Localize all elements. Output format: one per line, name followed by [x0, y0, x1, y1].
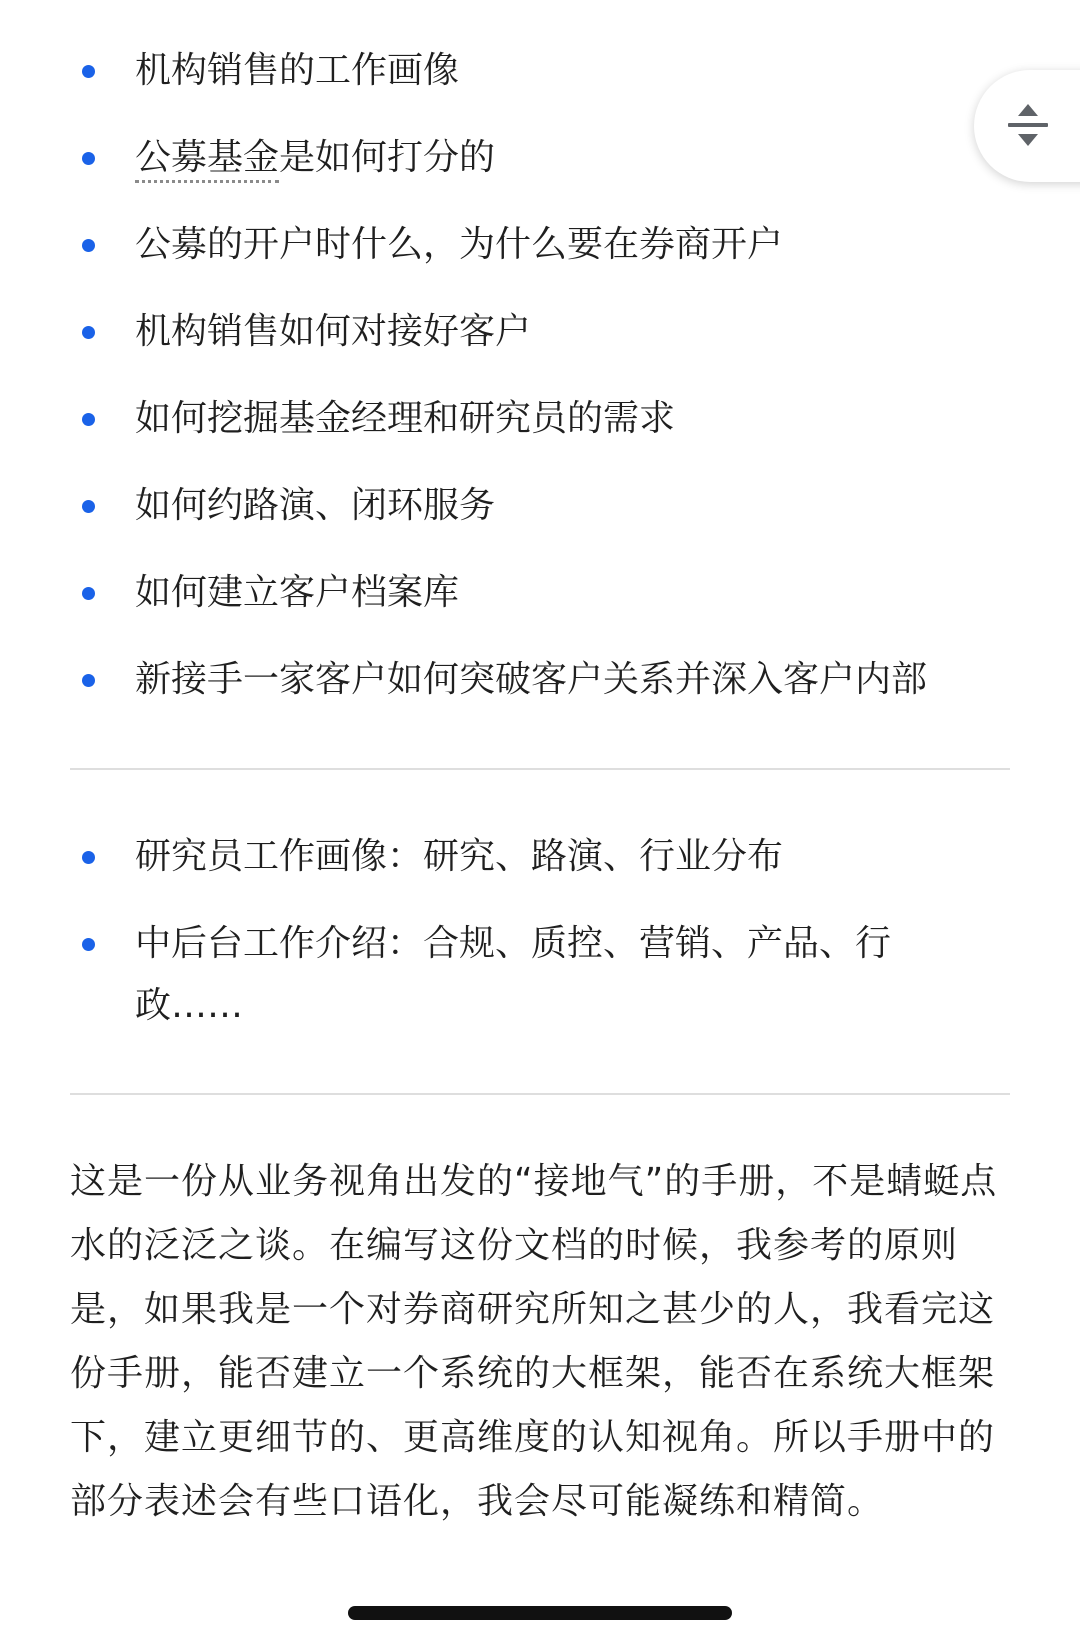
bullet-icon [82, 239, 95, 252]
list-item [0, 388, 1080, 450]
intro-paragraph: 这是一份从业务视角出发的“接地气”的手册，不是蜻蜓点水的泛泛之谈。在编写这份文档的时候，我参考的原则是，如果我是一个对券商研究所知之甚少的人，我看完这份手册，能否建立一个系统的大框架，能否在系统大框架下，建立更细节的、更高维度的认知视角。所以手册中的部分表述会有些口语化，我会尽可能凝练和精简。 [70, 1161, 998, 1522]
bullet-icon [82, 413, 95, 426]
list-item-text: 研究员工作画像：研究、路演、行业分布 [135, 836, 784, 877]
bullet-icon [82, 65, 95, 78]
bullet-icon [82, 674, 95, 687]
list-item [0, 913, 1080, 1037]
home-indicator[interactable] [348, 1606, 732, 1620]
list-item-text: 是如何打分的 [279, 137, 496, 178]
list-item-text: 公募的开户时什么，为什么要在券商开户 [135, 224, 784, 265]
bullet-icon [82, 938, 95, 951]
list-item-text: 如何建立客户档案库 [135, 572, 460, 613]
list-item [0, 562, 1080, 624]
topic-list-bottom [0, 826, 1080, 1062]
list-item [0, 40, 1080, 102]
bullet-icon [82, 152, 95, 165]
list-item [0, 301, 1080, 363]
bullet-icon [82, 326, 95, 339]
expand-collapse-icon [1006, 100, 1050, 150]
bullet-icon [82, 851, 95, 864]
bullet-icon [82, 500, 95, 513]
section-divider [70, 768, 1010, 770]
topic-list-top [0, 40, 1080, 736]
dotted-term-link[interactable]: 公募基金 [135, 137, 279, 183]
list-item-text: 新接手一家客户如何突破客户关系并深入客户内部 [135, 659, 928, 700]
section-divider [70, 1093, 1010, 1095]
list-item [0, 826, 1080, 888]
list-item [0, 649, 1080, 711]
list-item [0, 214, 1080, 276]
list-item-text: 如何挖掘基金经理和研究员的需求 [135, 398, 676, 439]
list-item-text: 机构销售的工作画像 [135, 50, 460, 91]
list-item-text: 如何约路演、闭环服务 [135, 485, 496, 526]
list-item-text: 中后台工作介绍：合规、质控、营销、产品、行政…… [135, 923, 892, 1026]
list-item-text: 机构销售如何对接好客户 [135, 311, 532, 352]
scroll-toggle-button[interactable] [974, 70, 1080, 182]
bullet-icon [82, 587, 95, 600]
list-item [0, 475, 1080, 537]
list-item [0, 127, 1080, 189]
